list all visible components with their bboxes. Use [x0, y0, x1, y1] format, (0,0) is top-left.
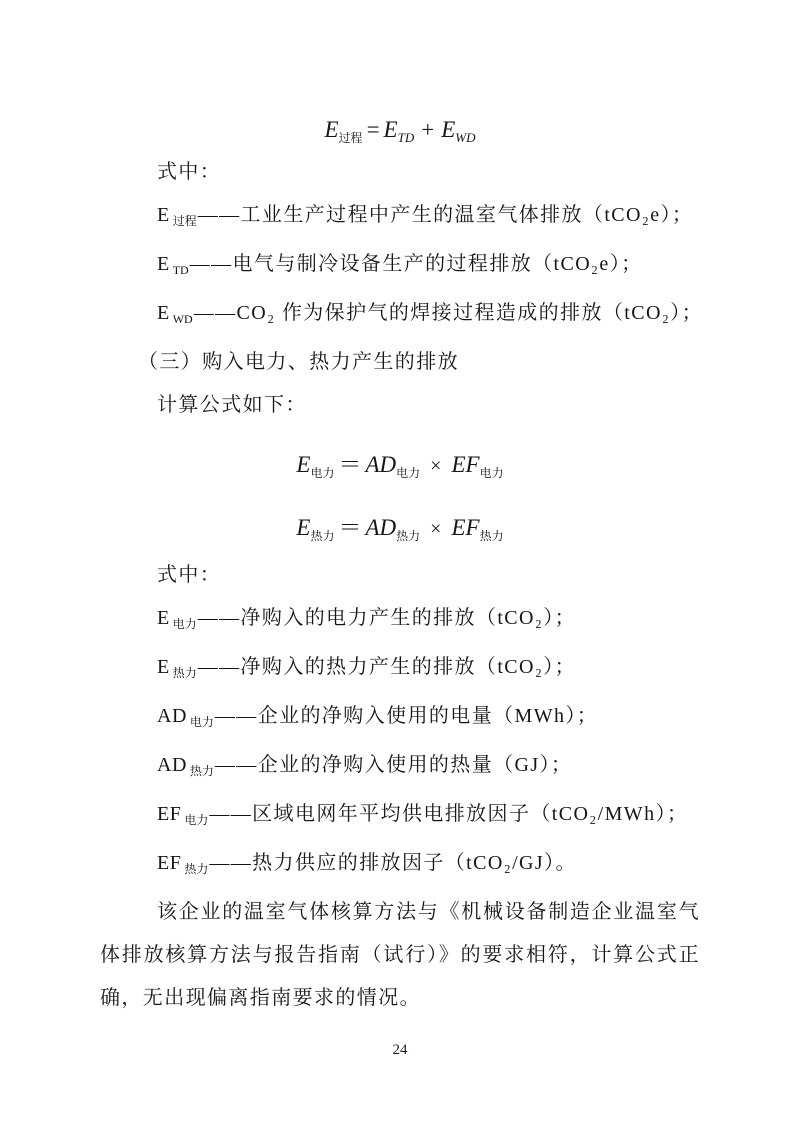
section-heading: （三）购入电力、热力产生的排放	[138, 351, 459, 373]
definition-symbol: E	[157, 302, 170, 324]
formula-lhs	[324, 117, 363, 145]
definition-symbol: EF	[157, 803, 182, 825]
definition-symbol: E	[157, 204, 170, 226]
subscript-heat: 热力	[310, 529, 335, 543]
definition-e-process	[100, 194, 700, 243]
definition-symbol: AD	[157, 705, 187, 727]
equals-sign: ＝	[338, 515, 362, 540]
multiplication-sign: ×	[430, 455, 442, 477]
definition-ad-heat	[100, 744, 700, 793]
subscript-td: TD	[397, 130, 415, 145]
formula-term2	[451, 515, 504, 543]
formula-term1	[365, 452, 421, 480]
definition-text: ——工业生产过程中产生的温室气体排放（tCO₂e）；	[197, 204, 694, 226]
formula-heat-emissions	[100, 506, 700, 549]
definition-subscript: 过程	[172, 214, 197, 228]
definition-symbol: E	[157, 253, 170, 275]
formula-term1	[365, 515, 421, 543]
subscript-heat: 热力	[479, 529, 504, 543]
page-number: 24	[392, 1042, 408, 1058]
variable-ef-heat: EF	[451, 515, 480, 540]
subscript-electricity: 电力	[310, 466, 335, 480]
definition-text: ——净购入的热力产生的排放（tCO₂）；	[197, 656, 577, 678]
definition-subscript: WD	[172, 312, 193, 326]
definition-e-heat	[100, 646, 700, 695]
definition-symbol: EF	[157, 852, 182, 874]
definition-subscript: 热力	[189, 764, 214, 778]
definition-symbol: E	[157, 656, 170, 678]
definition-text: ——热力供应的排放因子（tCO₂/GJ）。	[209, 852, 577, 874]
variable-e-electricity: E	[296, 452, 311, 477]
definition-symbol: E	[157, 607, 170, 629]
definition-subscript: 热力	[184, 862, 209, 876]
variable-e-heat: E	[296, 515, 311, 540]
subscript-electricity: 电力	[479, 466, 504, 480]
subscript-heat: 热力	[396, 529, 421, 543]
definition-e-electricity	[100, 597, 700, 646]
closing-paragraph: 该企业的温室气体核算方法与《机械设备制造企业温室气体排放核算方法与报告指南（试行）》的要求相符，计算公式正确，无出现偏离指南要求的情况。	[100, 901, 700, 1009]
formula-term2	[451, 452, 504, 480]
where-label-2: 式中：	[157, 564, 222, 586]
multiplication-sign: ×	[430, 518, 442, 540]
formula-process-emissions	[100, 108, 700, 151]
definition-text: ——CO₂ 作为保护气的焊接过程造成的排放（tCO₂）；	[193, 302, 703, 324]
definition-text: ——企业的净购入使用的电量（MWh）；	[214, 705, 599, 727]
formula-term2	[441, 117, 476, 145]
definition-ad-electricity	[100, 695, 700, 744]
definition-e-td	[100, 243, 700, 292]
definition-text: ——电气与制冷设备生产的过程排放（tCO₂e）；	[189, 253, 643, 275]
definition-e-wd	[100, 292, 703, 341]
formula-intro: 计算公式如下：	[157, 394, 307, 416]
formula-lhs	[296, 515, 335, 543]
definition-symbol: AD	[157, 754, 187, 776]
subscript-wd: WD	[455, 130, 476, 145]
definition-text: ——区域电网年平均供电排放因子（tCO₂/MWh）；	[209, 803, 689, 825]
definition-text: ——企业的净购入使用的热量（GJ）；	[214, 754, 573, 776]
definition-subscript: 电力	[184, 813, 209, 827]
formula-lhs	[296, 452, 335, 480]
subscript-electricity: 电力	[396, 466, 421, 480]
definition-subscript: 电力	[172, 617, 197, 631]
definition-ef-heat	[100, 842, 700, 891]
definition-subscript: TD	[172, 263, 189, 277]
plus-sign: +	[421, 117, 435, 142]
subscript-process: 过程	[338, 131, 363, 145]
equals-sign: ＝	[338, 452, 362, 477]
variable-ad-electricity: AD	[365, 452, 397, 477]
equals-sign: =	[366, 117, 380, 142]
variable-ad-heat: AD	[365, 515, 397, 540]
definition-subscript: 热力	[172, 666, 197, 680]
variable-ef-electricity: EF	[451, 452, 480, 477]
variable-e-wd: E	[441, 117, 456, 142]
where-label-1: 式中：	[157, 161, 222, 183]
variable-e-td: E	[383, 117, 398, 142]
definition-text: ——净购入的电力产生的排放（tCO₂）；	[197, 607, 577, 629]
formula-term1	[383, 117, 415, 145]
formula-electricity-emissions	[100, 443, 700, 486]
definition-ef-electricity	[100, 793, 700, 842]
variable-e-process: E	[324, 117, 339, 142]
definition-subscript: 电力	[189, 715, 214, 729]
